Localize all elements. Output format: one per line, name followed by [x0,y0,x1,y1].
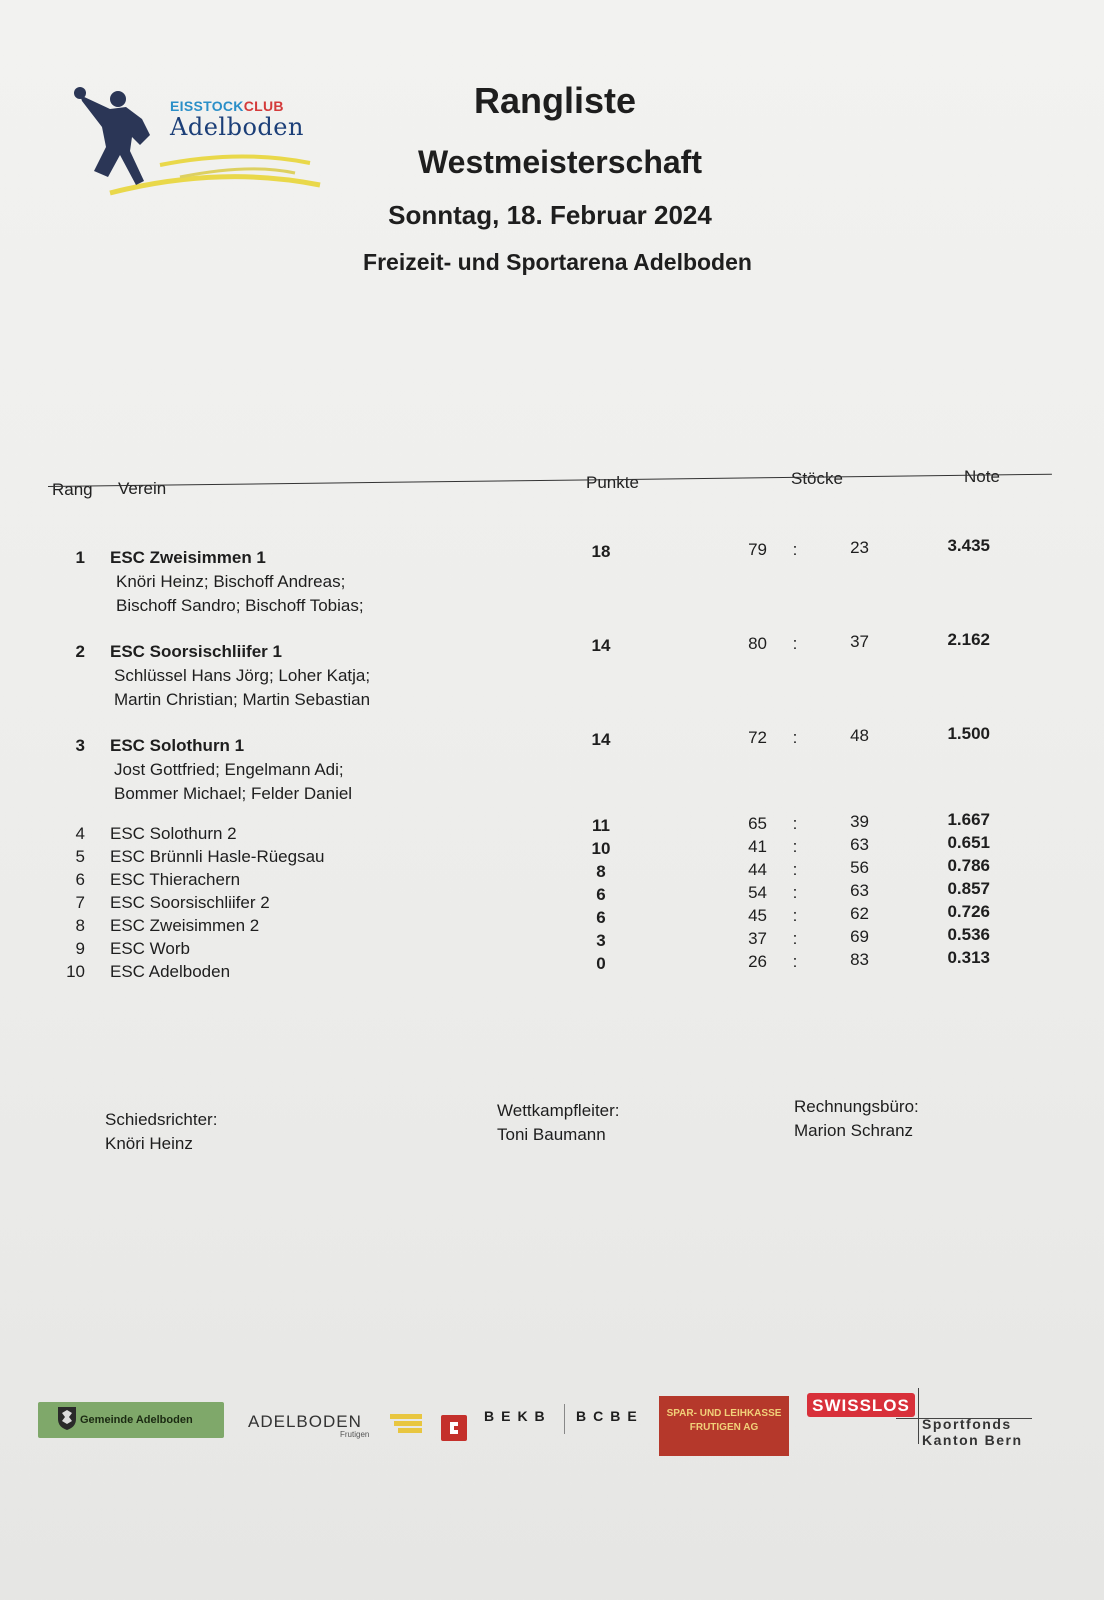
row-stoecke-for: 37 [748,929,767,948]
row-stoecke-against: 56 [850,858,869,877]
row-club: ESC Zweisimmen 2 [110,916,260,935]
row-rank: 6 [75,870,85,889]
player-line: Bischoff Sandro; Bischoff Tobias; [116,596,364,615]
table-row [55,536,1055,572]
row-points: 6 [596,885,606,904]
row-stoecke-against: 63 [850,835,869,854]
row-players [114,758,352,806]
row-rank: 2 [75,642,85,661]
official-rechnungsbuero [794,1095,919,1143]
sponsor-swisslos-text: SWISSLOS [812,1396,910,1415]
row-note: 2.162 [947,630,990,649]
row-stoecke-for: 79 [748,540,767,559]
player-line: Knöri Heinz; Bischoff Andreas; [116,572,346,591]
row-stoecke-separator: : [792,728,798,747]
row-stoecke-separator: : [792,883,798,902]
player-line: Bommer Michael; Felder Daniel [114,784,353,803]
table-row [55,810,1055,848]
row-stoecke-for: 54 [748,883,767,902]
event-venue: Freizeit- und Sportarena Adelboden [363,249,752,275]
col-header-stoecke: Stöcke [791,469,843,488]
row-stoecke-against: 62 [850,904,869,923]
logo-club-name: Adelboden [170,113,304,141]
sportfonds-line: Sportfonds [922,1416,1012,1432]
sponsor-bekb-text: BEKB [484,1408,552,1424]
row-stoecke-separator: : [792,837,798,856]
row-club: ESC Worb [110,939,190,958]
row-club: ESC Solothurn 2 [110,824,237,843]
row-points: 3 [596,931,606,950]
row-rank: 10 [66,962,85,981]
row-points: 8 [596,862,606,881]
official-name: Toni Baumann [497,1125,606,1144]
row-stoecke-separator: : [792,929,798,948]
row-note: 0.536 [947,925,990,944]
sponsor-spar-text: SPAR- UND LEIHKASSE [666,1408,782,1419]
row-club: ESC Zweisimmen 1 [110,548,266,567]
sportfonds-cross-vertical [918,1388,919,1444]
row-stoecke-against: 69 [850,927,869,946]
row-stoecke-for: 41 [748,837,767,856]
row-stoecke-against: 83 [850,950,869,969]
row-stoecke-for: 65 [748,814,767,833]
row-note: 1.667 [947,810,990,829]
row-stoecke-for: 44 [748,860,767,879]
sponsor-sportfonds-text [922,1416,1023,1448]
row-stoecke-against: 37 [850,632,869,651]
sponsor-adelboden-text: ADELBODEN [248,1412,362,1431]
page-title: Rangliste [473,80,637,121]
sportfonds-line: Kanton Bern [922,1432,1023,1448]
row-stoecke-for: 45 [748,906,767,925]
row-stoecke-separator: : [792,634,798,653]
row-rank: 1 [75,548,85,567]
official-label: Rechnungsbüro: [794,1097,919,1116]
row-club: ESC Soorsischliifer 2 [110,893,270,912]
logo-club-label: EISSTOCKCLUB [170,98,284,114]
sponsor-frutigen-text: Frutigen [340,1430,370,1439]
row-rank: 4 [75,824,85,843]
table-row [55,630,1055,666]
row-note: 1.500 [947,724,990,743]
bekb-key-icon [441,1415,467,1441]
row-players [116,570,364,618]
official-label: Schiedsrichter: [105,1110,218,1129]
row-stoecke-separator: : [792,814,798,833]
row-club: ESC Brünnli Hasle-Rüegsau [110,847,325,866]
official-wettkampfleiter [497,1099,620,1147]
sponsor-spar-text-2: FRUTIGEN AG [689,1422,759,1433]
row-points: 10 [591,839,611,858]
row-stoecke-separator: : [792,860,798,879]
row-club: ESC Soorsischliifer 1 [110,642,282,661]
row-stoecke-against: 23 [850,538,869,557]
row-club: ESC Thierachern [110,870,241,889]
row-stoecke-against: 48 [850,726,869,745]
row-stoecke-separator: : [792,540,798,559]
official-schiedsrichter [105,1108,217,1156]
row-rank: 9 [75,939,85,958]
sponsor-gemeinde-text: Gemeinde Adelboden [80,1414,193,1426]
row-note: 0.651 [947,833,990,852]
sponsor-divider [564,1404,565,1434]
row-points: 6 [596,908,606,927]
row-note: 3.435 [947,536,990,555]
official-name: Marion Schranz [794,1121,914,1140]
row-stoecke-against: 63 [850,881,869,900]
row-stoecke-for: 72 [748,728,767,747]
row-stoecke-separator: : [792,906,798,925]
row-rank: 3 [75,736,85,755]
player-line: Schlüssel Hans Jörg; Loher Katja; [114,666,371,685]
row-stoecke-against: 39 [850,812,869,831]
row-points: 18 [591,542,611,561]
col-header-note: Note [964,467,1000,486]
row-stoecke-for: 80 [748,634,767,653]
header-divider [48,474,1052,487]
row-note: 0.313 [947,948,990,967]
row-rank: 5 [75,847,85,866]
official-name: Knöri Heinz [105,1134,193,1153]
col-header-verein: Verein [118,479,167,498]
row-note: 0.726 [947,902,990,921]
row-club: ESC Solothurn 1 [110,736,245,755]
adelboden-stripes-icon [390,1412,422,1434]
row-rank: 7 [75,893,85,912]
row-note: 0.786 [947,856,990,875]
row-rank: 8 [75,916,85,935]
coat-of-arms-icon [56,1405,78,1431]
player-line: Martin Christian; Martin Sebastian [114,690,371,709]
table-row [55,724,1055,760]
event-date: Sonntag, 18. Februar 2024 [388,200,712,230]
row-points: 14 [591,636,611,655]
row-club: ESC Adelboden [110,962,231,981]
row-points: 0 [596,954,606,973]
row-stoecke-for: 26 [748,952,767,971]
sponsor-bcbe-text: BCBE [576,1408,644,1424]
row-points: 11 [592,816,610,835]
col-header-punkte: Punkte [586,473,639,492]
row-players [114,664,370,712]
official-label: Wettkampfleiter: [497,1101,620,1120]
col-header-rang: Rang [52,480,93,499]
row-points: 14 [591,730,611,749]
row-note: 0.857 [947,879,990,898]
row-stoecke-separator: : [792,952,798,971]
player-line: Jost Gottfried; Engelmann Adi; [114,760,344,779]
event-title: Westmeisterschaft [418,144,702,180]
